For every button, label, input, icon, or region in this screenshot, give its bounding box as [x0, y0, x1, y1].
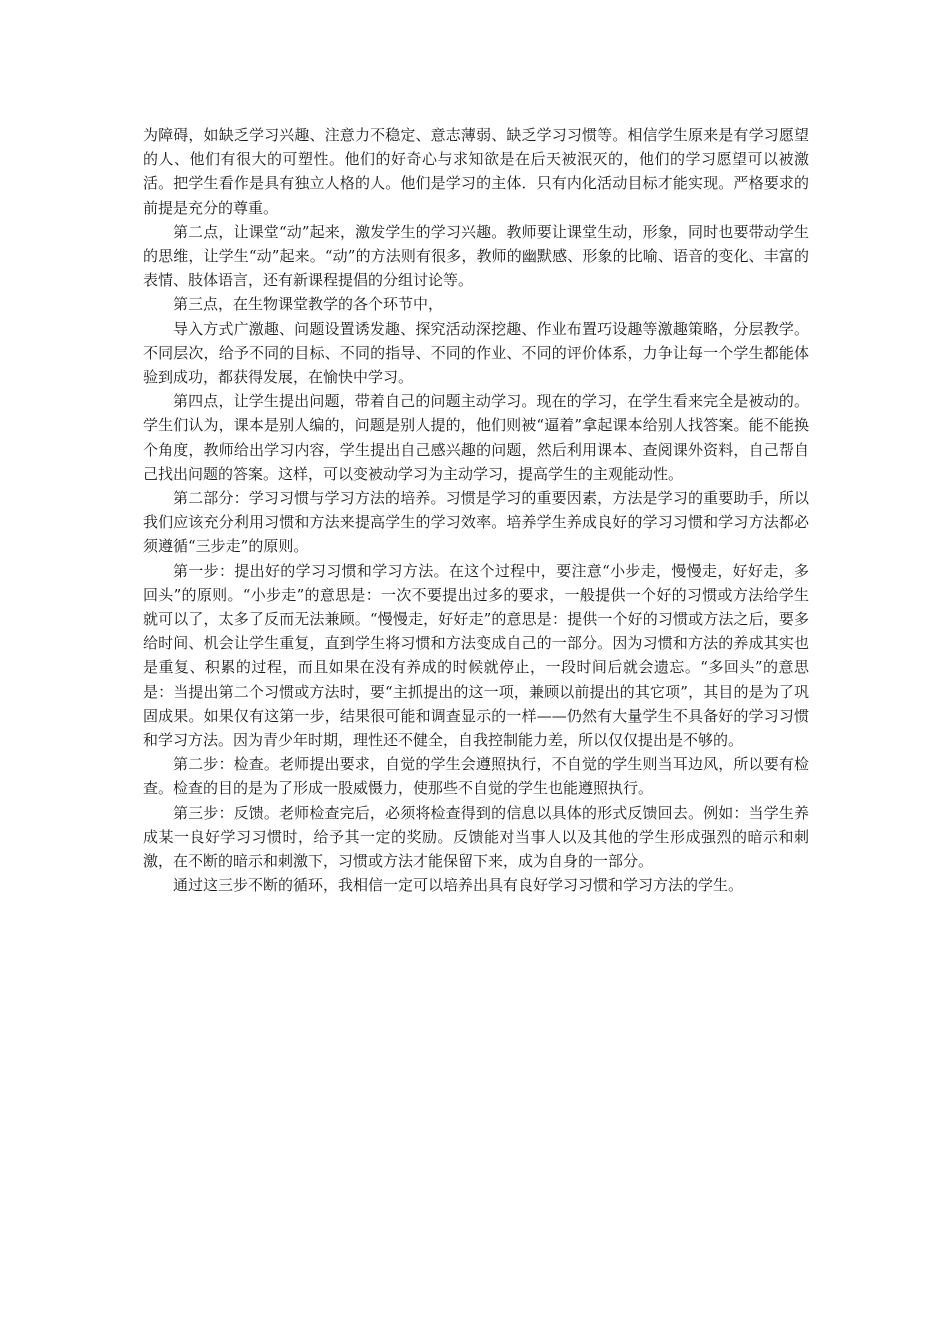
document-page — [143, 123, 809, 898]
paragraph-step-three: 第三步：反馈。老师检查完后，必须将检查得到的信息以具体的形式反馈回去。例如：当学生养成某一良好学习习惯时，给予其一定的奖励。反馈能对当事人以及其他的学生形成强烈的暗示和刺激，在不断的暗示和刺激下，习惯或方法才能保留下来，成为自身的一部分。 — [143, 803, 809, 871]
paragraph-continued-intro: 为障碍，如缺乏学习兴趣、注意力不稳定、意志薄弱、缺乏学习习惯等。相信学生原来是有学习愿望的人、他们有很大的可塑性。他们的好奇心与求知欲是在后天被泯灭的，他们的学习愿望可以被激活。把学生看作是具有独立人格的人。他们是学习的主体．只有内化活动目标才能实现。严格要求的前提是充分的尊重。 — [143, 126, 809, 217]
paragraph-step-one: 第一步：提出好的学习习惯和学习方法。在这个过程中，要注意“小步走，慢慢走，好好走，多回头”的原则。“小步走”的意思是：一次不要提出过多的要求，一般提供一个好的习惯或方法给学生就可以了，太多了反而无法兼顾。“慢慢走，好好走”的意思是：提供一个好的习惯或方法之后，要多给时间、机会让学生重复，直到学生将习惯和方法变成自己的一部分。因为习惯和方法的养成其实也是重复、积累的过程，而且如果在没有养成的时候就停止，一段时间后就会遗忘。“多回头”的意思是：当提出第二个习惯或方法时，要“主抓提出的这一项，兼顾以前提出的其它项”，其目的是为了巩固成果。如果仅有这第一步，结果很可能和调查显示的一样——仍然有大量学生不具备好的学习习惯和学习方法。因为青少年时期，理性还不健全，自我控制能力差，所以仅仅提出是不够的。 — [143, 561, 809, 750]
paragraph-interest-strategies: 导入方式广激趣、问题设置诱发趣、探究活动深挖趣、作业布置巧设趣等激趣策略，分层教学。不同层次，给予不同的目标、不同的指导、不同的作业、不同的评价体系，力争让每一个学生都能体验到成功，都获得发展，在愉快中学习。 — [143, 319, 809, 387]
paragraph-point-three: 第三点，在生物课堂教学的各个环节中， — [173, 295, 444, 314]
paragraph-point-four: 第四点，让学生提出问题，带着自己的问题主动学习。现在的学习，在学生看来完全是被动的。学生们认为，课本是别人编的，问题是别人提的，他们则被“逼着”拿起课本给别人找答案。能不能换个角度，教师给出学习内容，学生提出自己感兴趣的问题，然后利用课本、查阅课外资料，自己帮自己找出问题的答案。这样，可以变被动学习为主动学习，提高学生的主观能动性。 — [143, 392, 809, 483]
paragraph-point-two: 第二点，让课堂“动”起来，激发学生的学习兴趣。教师要让课堂生动，形象，同时也要带动学生的思维，让学生“动”起来。“动”的方法则有很多，教师的幽默感、形象的比喻、语音的变化、丰富的表情、肢体语言，还有新课程提倡的分组讨论等。 — [143, 222, 809, 290]
paragraph-conclusion: 通过这三步不断的循环，我相信一定可以培养出具有良好学习习惯和学习方法的学生。 — [173, 876, 744, 895]
paragraph-part-two: 第二部分：学习习惯与学习方法的培养。习惯是学习的重要因素，方法是学习的重要助手，所以我们应该充分利用习惯和方法来提高学生的学习效率。培养学生养成良好的学习习惯和学习方法都必须遵循“三步走”的原则。 — [143, 489, 809, 556]
paragraph-step-two: 第二步：检查。老师提出要求，自觉的学生会遵照执行，不自觉的学生则当耳边风，所以要有检查。检查的目的是为了形成一股威慑力，使那些不自觉的学生也能遵照执行。 — [143, 755, 809, 798]
